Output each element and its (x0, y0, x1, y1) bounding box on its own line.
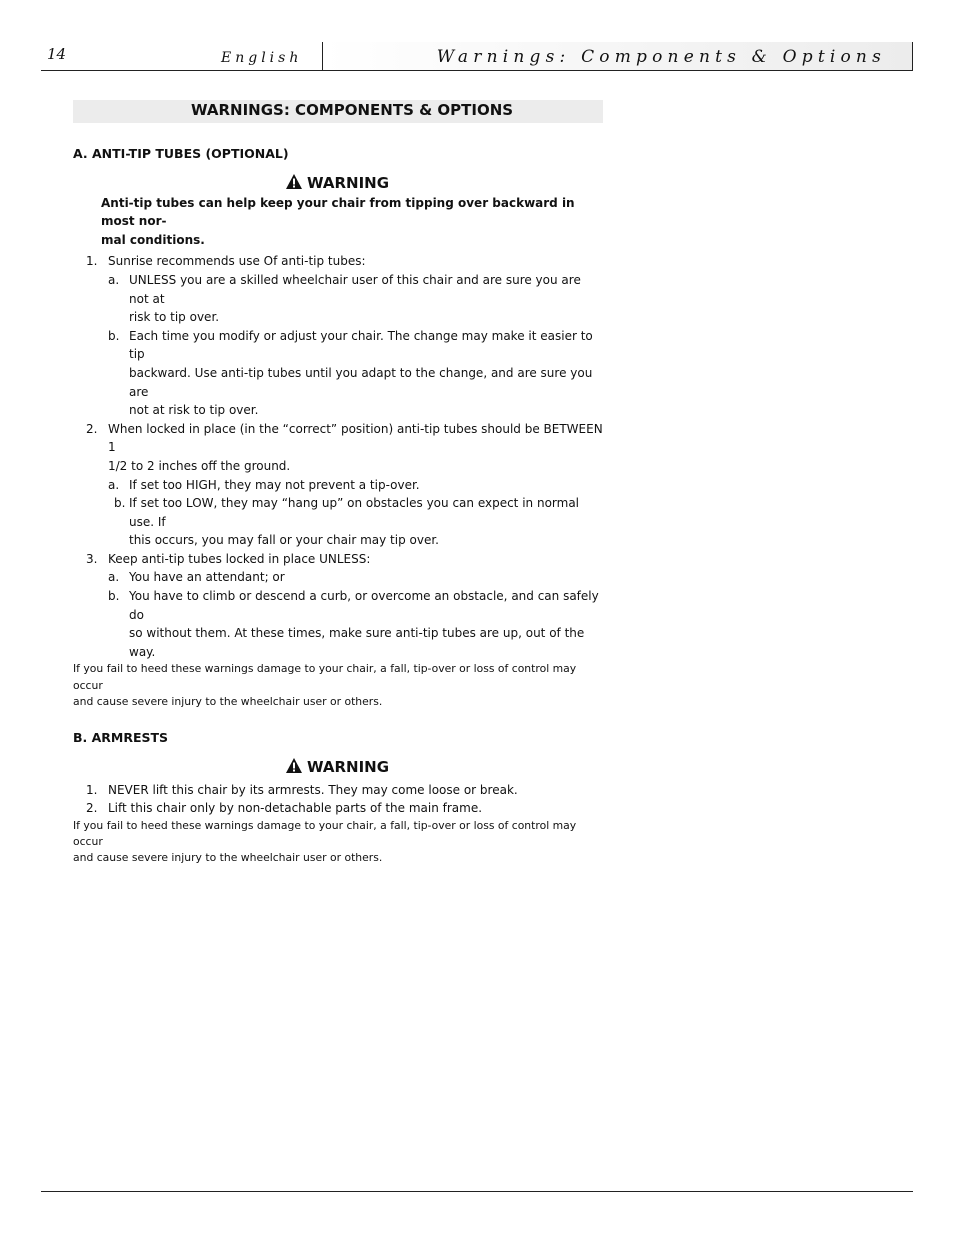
warning-text-line: Anti-tip tubes can help keep your chair from tipping over backward in most nor- (101, 195, 575, 229)
list-marker: a. (108, 477, 120, 492)
sub-list-item (73, 568, 603, 587)
sub-list-item (73, 587, 603, 661)
list-item-text: not at risk to tip over. (129, 403, 259, 418)
list-item-text: If set too HIGH, they may not prevent a tip-over. (129, 477, 420, 492)
list-marker: 2. (86, 421, 98, 436)
list-item (73, 420, 603, 476)
list-item-text: this occurs, you may fall or your chair may tip over. (129, 533, 439, 548)
list-item (73, 252, 603, 271)
main-content (73, 100, 603, 866)
list-marker: 1. (86, 254, 98, 269)
list-item-text: Keep anti-tip tubes locked in place UNLESS: (108, 551, 371, 566)
warning-text-line: mal conditions. (101, 232, 205, 247)
list-marker: b. (108, 328, 120, 343)
warning-label: WARNING (307, 757, 390, 776)
disclaimer (73, 661, 603, 710)
disclaimer (73, 818, 603, 867)
section-b-warning (73, 756, 603, 778)
section-a-warning (73, 172, 603, 194)
disclaimer-line: and cause severe injury to the wheelchair user or others. (73, 851, 383, 865)
list-item (73, 799, 603, 818)
list-item-text: You have an attendant; or (129, 570, 285, 585)
list-item-text: When locked in place (in the “correct” position) anti-tip tubes should be BETWEEN 1 (108, 421, 603, 455)
warning-text (73, 194, 603, 250)
list-item (73, 550, 603, 569)
list-item-text: Each time you modify or adjust your chair. The change may make it easier to tip (129, 328, 593, 362)
footer-rule (41, 1191, 913, 1192)
language-label: English (221, 50, 303, 66)
list-item-text: NEVER lift this chair by its armrests. They may come loose or break. (108, 782, 518, 797)
list-marker: 3. (86, 551, 98, 566)
list-item-text: so without them. At these times, make sure anti-tip tubes are up, out of the way. (129, 626, 585, 659)
list-item-text: risk to tip over. (129, 310, 220, 325)
header-rule (41, 70, 913, 71)
list-item-text: You have to climb or descend a curb, or overcome an obstacle, and can safely do (129, 589, 599, 622)
sub-list-item (73, 476, 603, 495)
sub-list-item (73, 327, 603, 420)
warning-triangle-icon (285, 173, 303, 190)
list-item-text: UNLESS you are a skilled wheelchair user of this chair and are sure you are not at (129, 272, 581, 306)
page-number: 14 (47, 45, 67, 63)
disclaimer-line: and cause severe injury to the wheelchair user or others. (73, 694, 383, 708)
warning-label: WARNING (307, 173, 390, 192)
list-item-text: Lift this chair only by non-detachable parts of the main frame. (108, 801, 483, 816)
list-marker: b. (114, 496, 126, 511)
list-marker: b. (108, 589, 120, 604)
list-marker: a. (108, 570, 120, 585)
header-title: Warnings: Components & Options (436, 47, 886, 67)
section-b-heading: B. ARMRESTS (73, 730, 169, 746)
list-item-text: If set too LOW, they may “hang up” on obstacles you can expect in normal use. If (129, 496, 580, 529)
sub-list-item (73, 494, 603, 550)
list-item-text: backward. Use anti-tip tubes until you adapt to the change, and are sure you are (129, 365, 593, 399)
sub-list-item (73, 271, 603, 327)
disclaimer-line: If you fail to heed these warnings damage to your chair, a fall, tip-over or loss of control may occur (73, 818, 577, 849)
list-marker: a. (108, 272, 120, 287)
list-item (73, 781, 603, 800)
header-title-bar (322, 42, 913, 70)
section-title: WARNINGS: COMPONENTS & OPTIONS (73, 100, 603, 123)
list-marker: 2. (86, 801, 98, 816)
list-item-text: Sunrise recommends use Of anti-tip tubes: (108, 254, 366, 269)
section-a-heading: A. ANTI-TIP TUBES (OPTIONAL) (73, 146, 289, 161)
list-item-text: 1/2 to 2 inches off the ground. (108, 458, 291, 473)
list-marker: 1. (86, 782, 98, 797)
warning-triangle-icon (285, 757, 303, 774)
disclaimer-line: If you fail to heed these warnings damage to your chair, a fall, tip-over or loss of control may occur (73, 662, 577, 692)
